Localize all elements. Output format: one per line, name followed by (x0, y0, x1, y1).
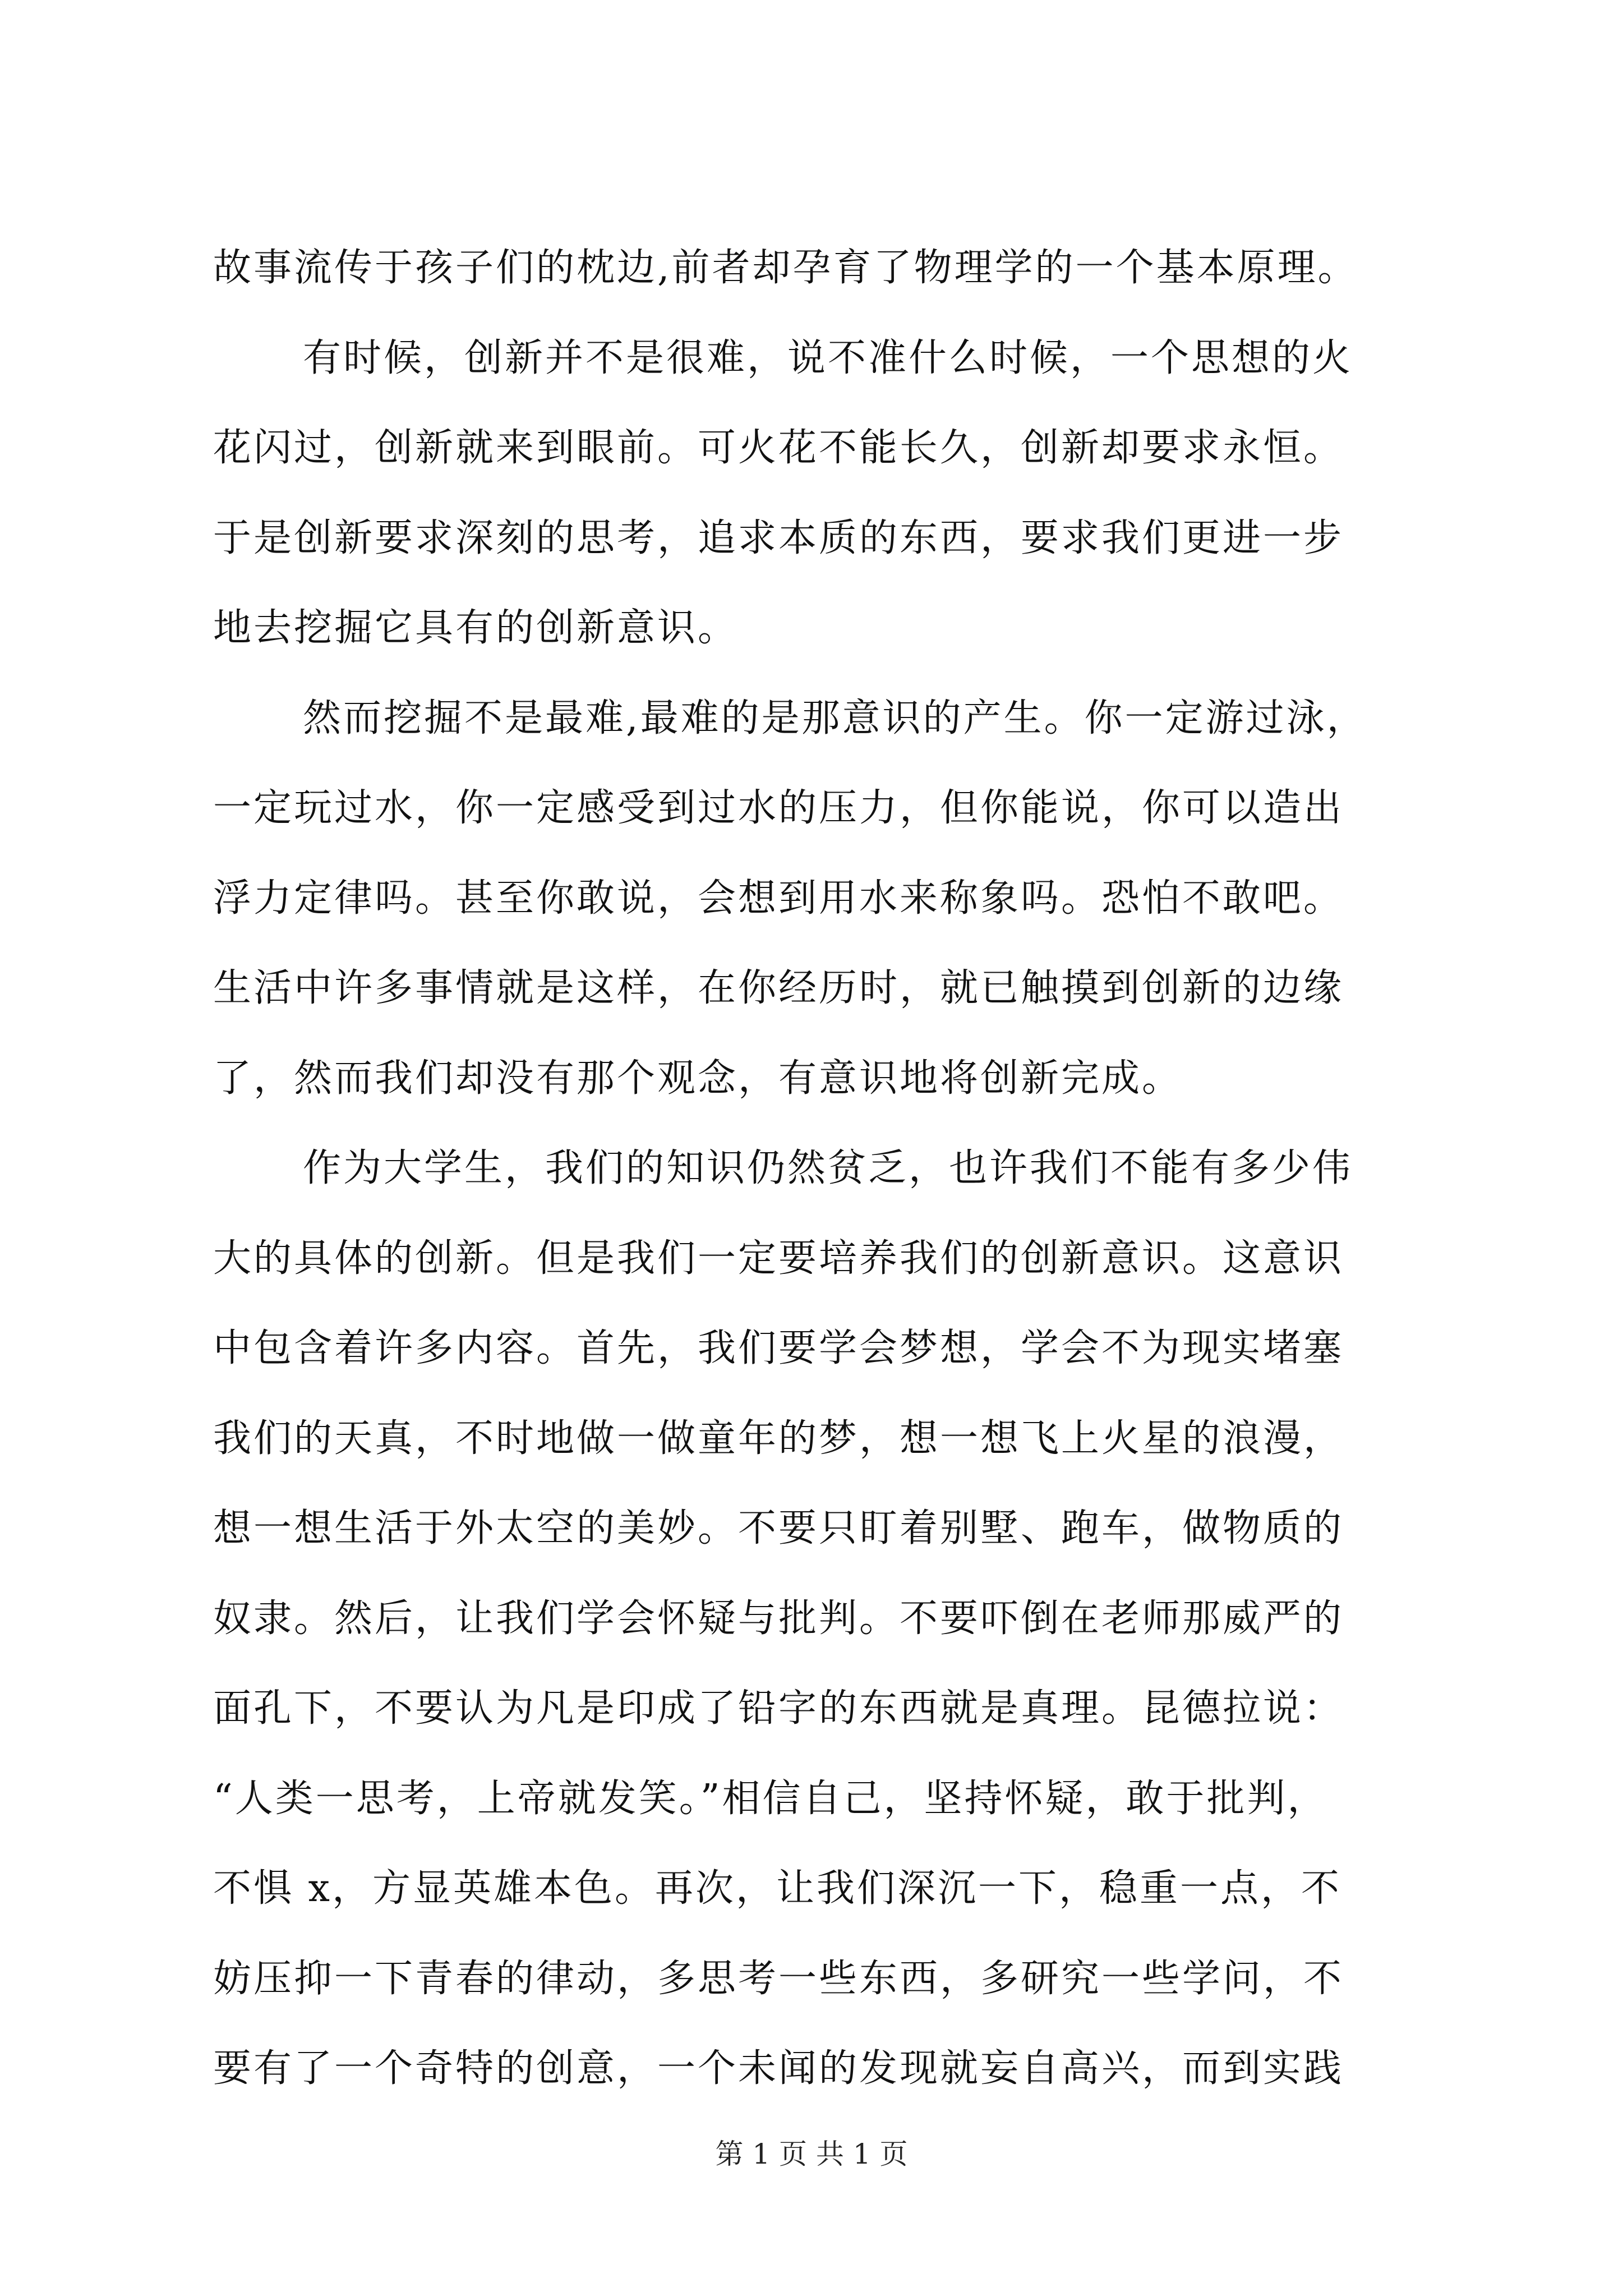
text-line: 了，然而我们却没有那个观念，有意识地将创新完成。 (213, 1056, 1183, 1101)
text-line: 面孔下，不要认为凡是印成了铅字的东西就是真理。昆德拉说： (213, 1686, 1344, 1731)
page-footer (0, 2134, 1623, 2174)
text-line: 地去挖掘它具有的创新意识。 (213, 606, 739, 650)
text-line: 妨压抑一下青春的律动，多思考一些东西，多研究一些学问，不 (213, 1957, 1344, 2001)
text-line: 作为大学生，我们的知识仍然贫乏，也许我们不能有多少伟 (303, 1146, 1353, 1190)
text-line: 于是创新要求深刻的思考，追求本质的东西，要求我们更进一步 (213, 516, 1344, 560)
page-number-label: 第 1 页 共 1 页 (715, 2138, 908, 2170)
text-line: “人类一思考，上帝就发笑。”相信自己，坚持怀疑，敢于批判， (213, 1777, 1328, 1821)
text-line: 大的具体的创新。但是我们一定要培养我们的创新意识。这意识 (213, 1236, 1344, 1281)
text-line: 花闪过，创新就来到眼前。可火花不能长久，创新却要求永恒。 (213, 426, 1344, 470)
text-line: 不惧 x，方显英雄本色。再次，让我们深沉一下，稳重一点，不 (213, 1866, 1341, 1911)
text-line: 一定玩过水，你一定感受到过水的压力，但你能说，你可以造出 (213, 786, 1344, 830)
text-line: 要有了一个奇特的创意，一个未闻的发现就妄自高兴，而到实践 (213, 2046, 1344, 2091)
text-line: 生活中许多事情就是这样，在你经历时，就已触摸到创新的边缘 (213, 966, 1344, 1010)
text-line: 然而挖掘不是最难,最难的是那意识的产生。你一定游过泳， (303, 696, 1367, 740)
text-line: 我们的天真，不时地做一做童年的梦，想一想飞上火星的浪漫， (213, 1416, 1344, 1461)
text-line: 故事流传于孩子们的枕边,前者却孕育了物理学的一个基本原理。 (213, 246, 1358, 290)
text-line: 中包含着许多内容。首先，我们要学会梦想，学会不为现实堵塞 (213, 1326, 1344, 1370)
text-line: 想一想生活于外太空的美妙。不要只盯着别墅、跑车，做物质的 (213, 1506, 1344, 1550)
text-line: 浮力定律吗。甚至你敢说，会想到用水来称象吗。恐怕不敢吧。 (213, 876, 1344, 921)
text-line: 有时候，创新并不是很难，说不准什么时候，一个思想的火 (303, 336, 1353, 380)
text-line: 奴隶。然后，让我们学会怀疑与批判。不要吓倒在老师那威严的 (213, 1596, 1344, 1641)
